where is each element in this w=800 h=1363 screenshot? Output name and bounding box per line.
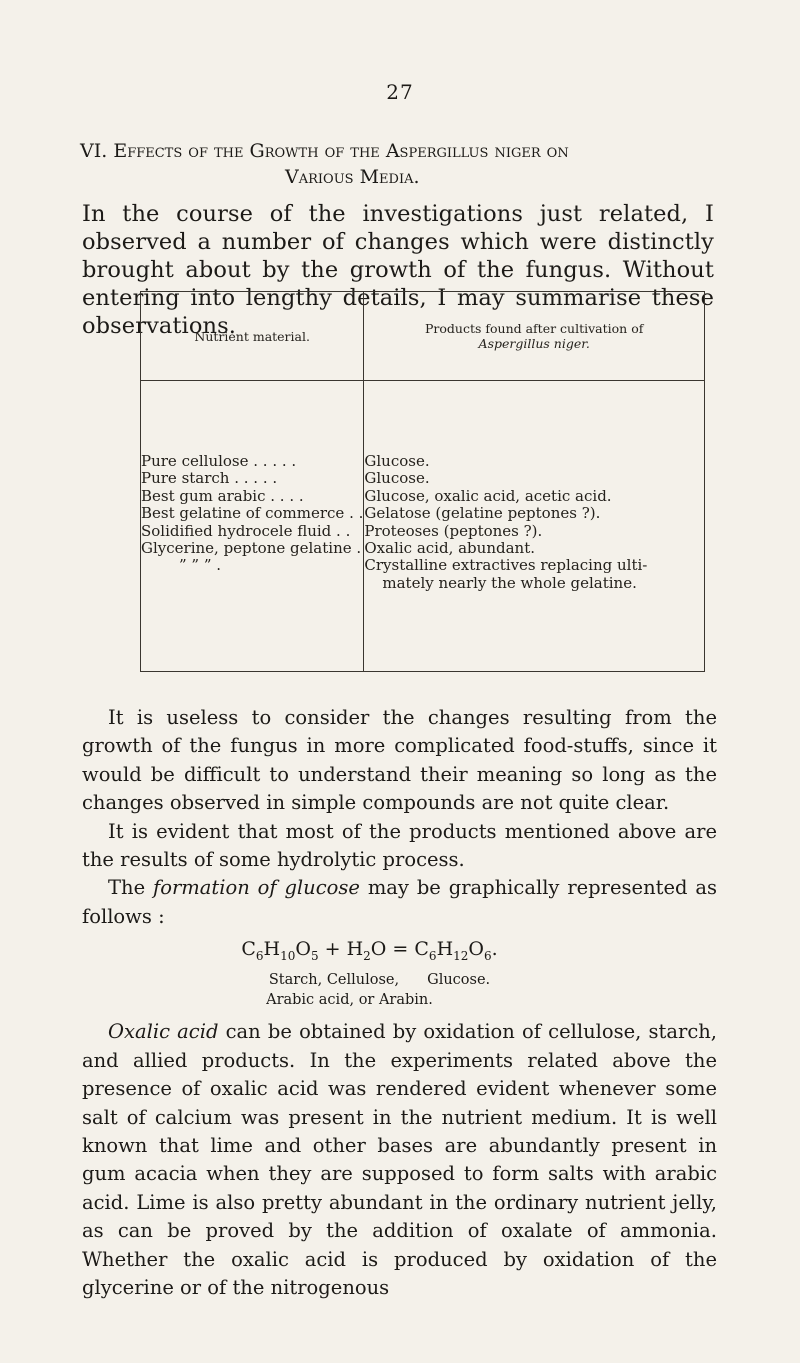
- glucose-italic: formation of glucose: [152, 876, 360, 900]
- product-item: Glucose.: [364, 452, 430, 470]
- oxalic-italic: Oxalic acid: [108, 1020, 219, 1044]
- paragraph-useless: It is useless to consider the changes resulting from the growth of the fungus in more complicated food-stuffs, since it would be difficult to understand their meaning so long as the changes observed in simple compounds are not quite clear.: [82, 706, 717, 815]
- paragraph-hydrolytic: It is evident that most of the products mentioned above are the results of some hydrolytic process.: [82, 819, 717, 872]
- nutrient-item: Pure cellulose . . . . .: [141, 452, 297, 470]
- col-header-products: [364, 292, 705, 381]
- nutrient-item: ” ” ” .: [179, 556, 222, 575]
- col-header-nutrient: Nutrient material.: [141, 292, 364, 381]
- product-item: Gelatose (gelatine peptones ?).: [364, 504, 601, 523]
- nutrient-item: Best gelatine of commerce . .: [141, 504, 364, 523]
- label-glucose: Glucose.: [427, 972, 491, 989]
- page-number: 27: [386, 80, 414, 104]
- table-body-row: [141, 381, 705, 672]
- section-numeral: VI.: [80, 140, 108, 162]
- nutrient-list: [141, 381, 364, 672]
- label-arabic: Arabic acid, or Arabin.: [266, 992, 433, 1009]
- oxalic-rest: can be obtained by oxidation of cellulose, starch, and allied products. In the experiments related above the presence of oxalic acid was rendered evident whenever some salt of calcium was present in the nutrient medium. It is well known that lime and other bases are abundantly present in gum acacia when they are supposed to form salts with arabic acid. Lime is also pretty abundant in the ordinary nutrient jelly, as can be proved by the addition of oxalate of ammonia. Whether the oxalic acid is produced by oxidation of the glycerine or of the nitrogenous: [82, 1020, 717, 1300]
- section-heading: [80, 138, 720, 190]
- glucose-rest: may be graphically represented as follows :: [82, 876, 717, 928]
- col-header-products-line1: Products found after cultivation of: [425, 321, 644, 336]
- results-table: [140, 291, 705, 672]
- label-starch: Starch, Cellulose,: [268, 972, 400, 989]
- col-header-products-line2: Aspergillus niger.: [478, 336, 590, 351]
- body-text: [82, 704, 717, 1303]
- paragraph-oxalic: [82, 1018, 717, 1302]
- section-title-line1: Effects of the Growth of the Aspergillus niger on: [113, 140, 569, 162]
- product-item: Crystalline extractives replacing ulti-: [364, 556, 648, 575]
- product-item: Oxalic acid, abundant.: [364, 538, 535, 557]
- product-list: [364, 381, 705, 672]
- product-item: Proteoses (peptones ?).: [364, 521, 543, 540]
- formula-labels: [42, 970, 717, 990]
- nutrient-item: Glycerine, peptone gelatine .: [141, 538, 362, 557]
- section-title-line2: Various Media.: [285, 166, 420, 188]
- intro-paragraph: In the course of the investigations just related, I observed a number of changes which were distinctly brought about by the growth of the fungus. Without entering into lengthy details, I may summarise these observations.: [82, 201, 714, 339]
- product-item: Glucose.: [364, 469, 430, 488]
- table-header-row: [141, 292, 705, 381]
- glucose-lead: The: [108, 876, 146, 900]
- paragraph-glucose: [82, 874, 717, 931]
- product-item-continued: mately nearly the whole gelatine.: [382, 573, 637, 592]
- product-item: Glucose, oxalic acid, acetic acid.: [364, 486, 612, 505]
- nutrient-item: Solidified hydrocele fluid . .: [141, 521, 351, 540]
- glucose-formula: $C_6H_{10}O_5 + H_2O = C_6H_{12}O_6$.: [241, 938, 498, 964]
- nutrient-item: Pure starch . . . . .: [141, 469, 278, 488]
- nutrient-item: Best gum arabic . . . .: [141, 486, 304, 505]
